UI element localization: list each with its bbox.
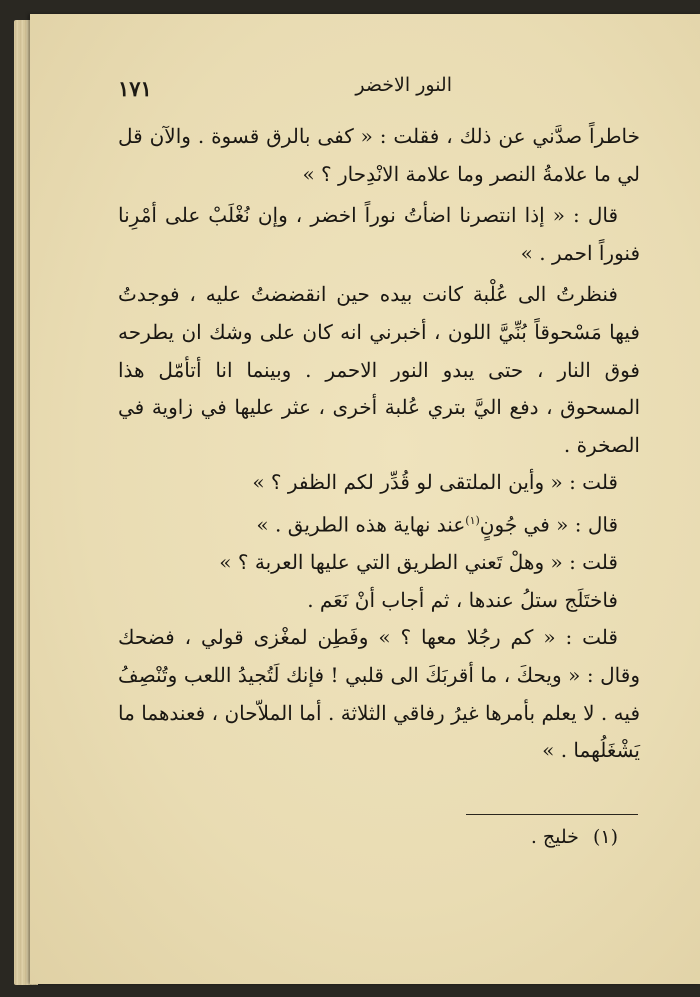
paragraph: قلت : « كم رجُلا معها ؟ » وفَطِن لمغْزى قولي ، فضحك وقال : « ويحكَ ، ما أقربَكَ الى قلبي ! فإنك لَتُجيدُ اللعب وتُنْصِفُ فيه . لا يعلم بأمرها غيرُ رفاقي الثلاثة . أما الملاّحان ، فعندهما ما يَشْغَلُهما . » xyxy=(118,625,640,763)
page-number: ١٧١ xyxy=(118,76,152,101)
paragraph xyxy=(118,502,640,544)
page-header xyxy=(118,72,452,108)
paragraph: خاطراً صدَّني عن ذلك ، فقلت : « كفى بالرق قسوة . والآن قل لي ما علامةُ النصر وما علامة الانْدِحار ؟ » xyxy=(118,124,640,186)
paragraph: فاختَلَج ستلُ عندها ، ثم أجاب أنْ نَعَم . xyxy=(307,587,618,612)
dialogue-text: قال : « في جُونٍ xyxy=(479,512,618,537)
paragraph: فنظرتُ الى عُلْبة كانت بيده حين انقضضتُ عليه ، فوجدتُ فيها مَسْحوقاً بُنِّيَّ اللون ، أخبرني انه كان على وشك ان يطرحه فوق النار ، حتى يبدو النور الاحمر . وبينما انا أتأمّل هذا المسحوق ، دفع اليَّ بتري عُلبة أخرى ، عثر عليها في زاوية في الصخرة . xyxy=(118,282,640,457)
body-text xyxy=(118,118,640,770)
footnote-divider xyxy=(466,814,638,815)
paragraph: قال : « إذا انتصرنا اضأتُ نوراً اخضر ، وإن نُغْلَبْ على أمْرِنا فنوراً احمر . » xyxy=(118,203,640,265)
running-title: النور الاخضر xyxy=(355,74,452,96)
footnote-reference: (١) xyxy=(465,513,480,527)
paragraph: قلت : « وأين الملتقى لو قُدِّر لكم الظفر ؟ » xyxy=(252,470,618,495)
paragraph: قلت : « وهلْ تَعني الطريق التي عليها العربة ؟ » xyxy=(219,550,618,575)
footnote xyxy=(318,826,618,848)
footnote-marker: (١) xyxy=(592,826,618,848)
dialogue-text: عند نهاية هذه الطريق . » xyxy=(256,512,466,537)
footnote-text: خليج . xyxy=(530,826,579,848)
